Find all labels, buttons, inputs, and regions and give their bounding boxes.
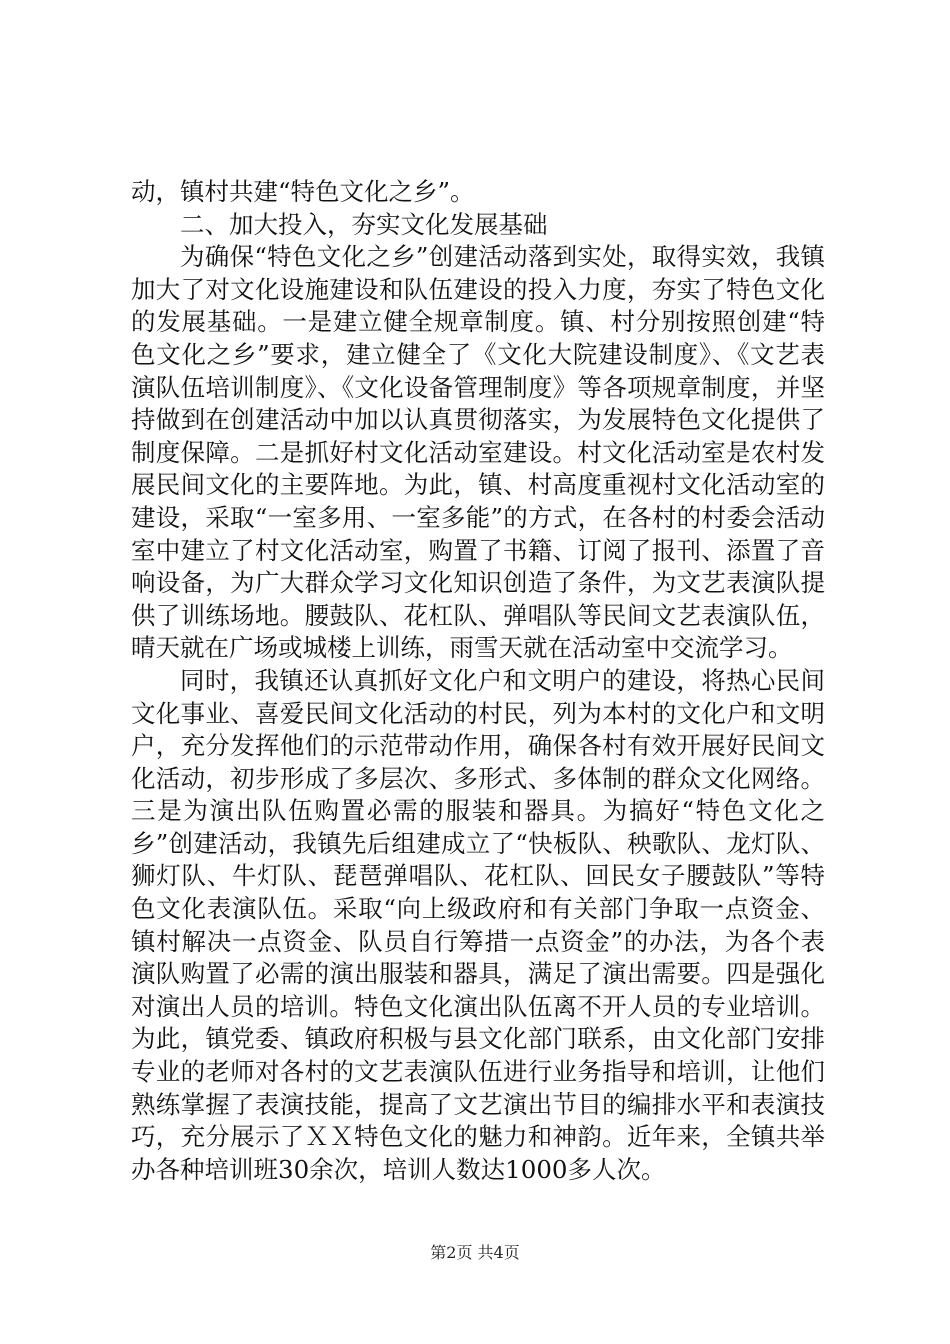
paragraph-continuation: 动，镇村共建“特色文化之乡”。 [131,177,475,206]
section-heading: 二、加大投入，夯实文化发展基础 [180,209,548,239]
document-body [131,176,825,1186]
paragraph: 为确保“特色文化之乡”创建活动落到实处，取得实效，我镇加大了对文化设施建设和队伍建设的投入力度，夯实了特色文化的发展基础。一是建立健全规章制度。镇、村分别按照创建“特色文化之乡”要求，建立健全了《文化大院建设制度》、《文艺表演队伍培训制度》、《文化设备管理制度》等各项规章制度，并坚持做到在创建活动中加以认真贯彻落实，为发展特色文化提供了制度保障。二是抓好村文化活动室建设。村文化活动室是农村发展民间文化的主要阵地。为此，镇、村高度重视村文化活动室的建设，采取“一室多用、一室多能”的方式，在各村的村委会活动室中建立了村文化活动室，购置了书籍、订阅了报刊、添置了音响设备，为广大群众学习文化知识创造了条件，为文艺表演队提供了训练场地。腰鼓队、花杠队、弹唱队等民间文艺表演队伍，晴天就在广场或城楼上训练，雨雪天就在活动室中交流学习。 [131,242,825,663]
paragraph: 同时，我镇还认真抓好文化户和文明户的建设，将热心民间文化事业、喜爱民间文化活动的村民，列为本村的文化户和文明户，充分发挥他们的示范带动作用，确保各村有效开展好民间文化活动，初步形成了多层次、多形式、多体制的群众文化网络。三是为演出队伍购置必需的服装和器具。为搞好“特色文化之乡”创建活动，我镇先后组建成立了“快板队、秧歌队、龙灯队、狮灯队、牛灯队、琵琶弹唱队、花杠队、回民女子腰鼓队”等特色文化表演队伍。采取“向上级政府和有关部门争取一点资金、镇村解决一点资金、队员自行筹措一点资金”的办法，为各个表演队购置了必需的演出服装和器具，满足了演出需要。四是强化对演出人员的培训。特色文化演出队伍离不开人员的专业培训。为此，镇党委、镇政府积极与县文化部门联系，由文化部门安排专业的老师对各村的文艺表演队伍进行业务指导和培训，让他们熟练掌握了表演技能，提高了文艺演出节目的编排水平和表演技巧，充分展示了ＸＸ特色文化的魅力和神韵。近年来，全镇共举办各种培训班30余次，培训人数达1000多人次。 [131,665,825,1184]
page-footer: 第2页 共4页 [430,1243,520,1262]
